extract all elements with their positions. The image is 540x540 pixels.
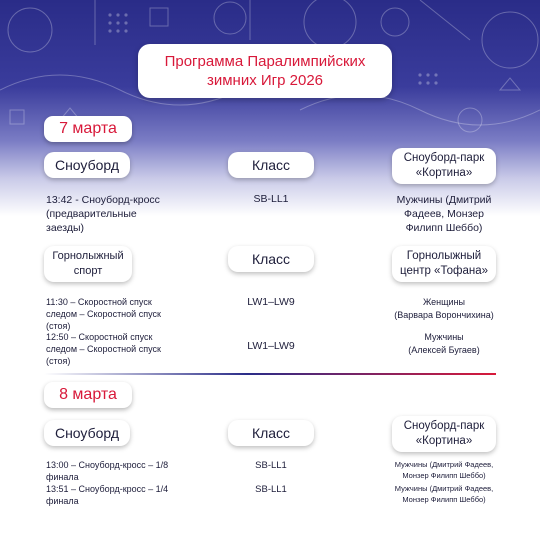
class-value: SB-LL1 [253,193,289,205]
event-line: 13:42 - Сноуборд-кросс [46,194,160,206]
event-line: (стоя) [46,321,71,331]
venue-header-tofana [392,246,496,282]
sport-line-1: Горнолыжный [52,250,124,262]
event-line: (стоя) [46,356,71,366]
event-line: следом – Скоростной спуск [46,309,161,319]
sport-label: Сноуборд [54,425,120,441]
date-label: 8 марта [59,386,117,403]
class-header [228,246,314,272]
athletes-line: Филипп Шеббо) [405,222,483,234]
athletes-line: Мужчины [424,332,464,342]
title-line-2: зимних Игр 2026 [206,72,324,89]
athletes-line: Мужчины (Дмитрий [396,194,492,206]
event-cell [46,193,160,235]
athletes-cell [382,331,506,357]
venue-line-2: «Кортина» [415,167,473,179]
date-badge-day2 [44,382,132,408]
sport-header-snowboard [44,420,130,446]
sport-header-snowboard [44,152,130,178]
athletes-line: Монзер Филипп Шеббо) [402,495,486,504]
title-line-1: Программа Паралимпийских [164,53,366,70]
venue-line-1: Горнолыжный [406,250,482,262]
athletes-cell [382,296,506,322]
event-line: финала [46,496,79,506]
event-line: (предварительные [46,208,137,220]
page-title [138,44,392,98]
event-line: заезды) [46,222,85,234]
athletes-cell [382,459,506,481]
class-header [228,420,314,446]
event-cell [46,296,161,332]
event-line: 13:00 – Сноуборд-кросс – 1/8 [46,460,169,470]
athletes-cell [382,483,506,505]
athletes-line: Мужчины (Дмитрий Фадеев, [394,484,494,493]
sport-line-2: спорт [73,265,103,277]
athletes-line: Фадеев, Монзер [404,208,484,220]
class-label: Класс [251,425,291,441]
class-value: LW1–LW9 [247,340,295,352]
class-value: SB-LL1 [255,460,287,471]
athletes-line: (Варвара Ворончихина) [394,310,494,320]
athletes-line: Мужчины (Дмитрий Фадеев, [394,460,494,469]
class-value: LW1–LW9 [247,296,295,308]
venue-line-1: Сноуборд-парк [403,152,485,164]
athletes-line: Монзер Филипп Шеббо) [402,471,486,480]
class-cell [228,340,314,352]
athletes-cell [382,193,506,235]
sport-label: Сноуборд [54,157,120,173]
event-line: 11:30 – Скоростной спуск [46,297,152,307]
page-title-text [165,52,366,90]
date-badge-day1 [44,116,132,142]
venue-line-2: «Кортина» [415,435,473,447]
class-label: Класс [251,157,291,173]
athletes-line: Женщины [422,297,466,307]
class-cell [228,193,314,205]
athletes-line: (Алексей Бугаев) [408,345,480,355]
event-cell [46,459,168,483]
day-divider [44,373,496,375]
event-line: 13:51 – Сноуборд-кросс – 1/4 [46,484,169,494]
venue-line-2: центр «Тофана» [400,265,488,277]
venue-header-cortina [392,148,496,184]
class-cell [228,484,314,495]
class-cell [228,460,314,471]
venue-header-cortina [392,416,496,452]
class-label: Класс [251,251,291,267]
event-line: 12:50 – Скоростной спуск [46,332,153,342]
date-label: 7 марта [59,120,117,137]
venue-line-1: Сноуборд-парк [403,420,485,432]
event-line: финала [46,472,79,482]
class-value: SB-LL1 [255,484,287,495]
class-header [228,152,314,178]
event-cell [46,331,161,367]
sport-header-alpine [44,246,132,282]
event-cell [46,483,168,507]
class-cell [228,296,314,308]
event-line: следом – Скоростной спуск [46,344,161,354]
